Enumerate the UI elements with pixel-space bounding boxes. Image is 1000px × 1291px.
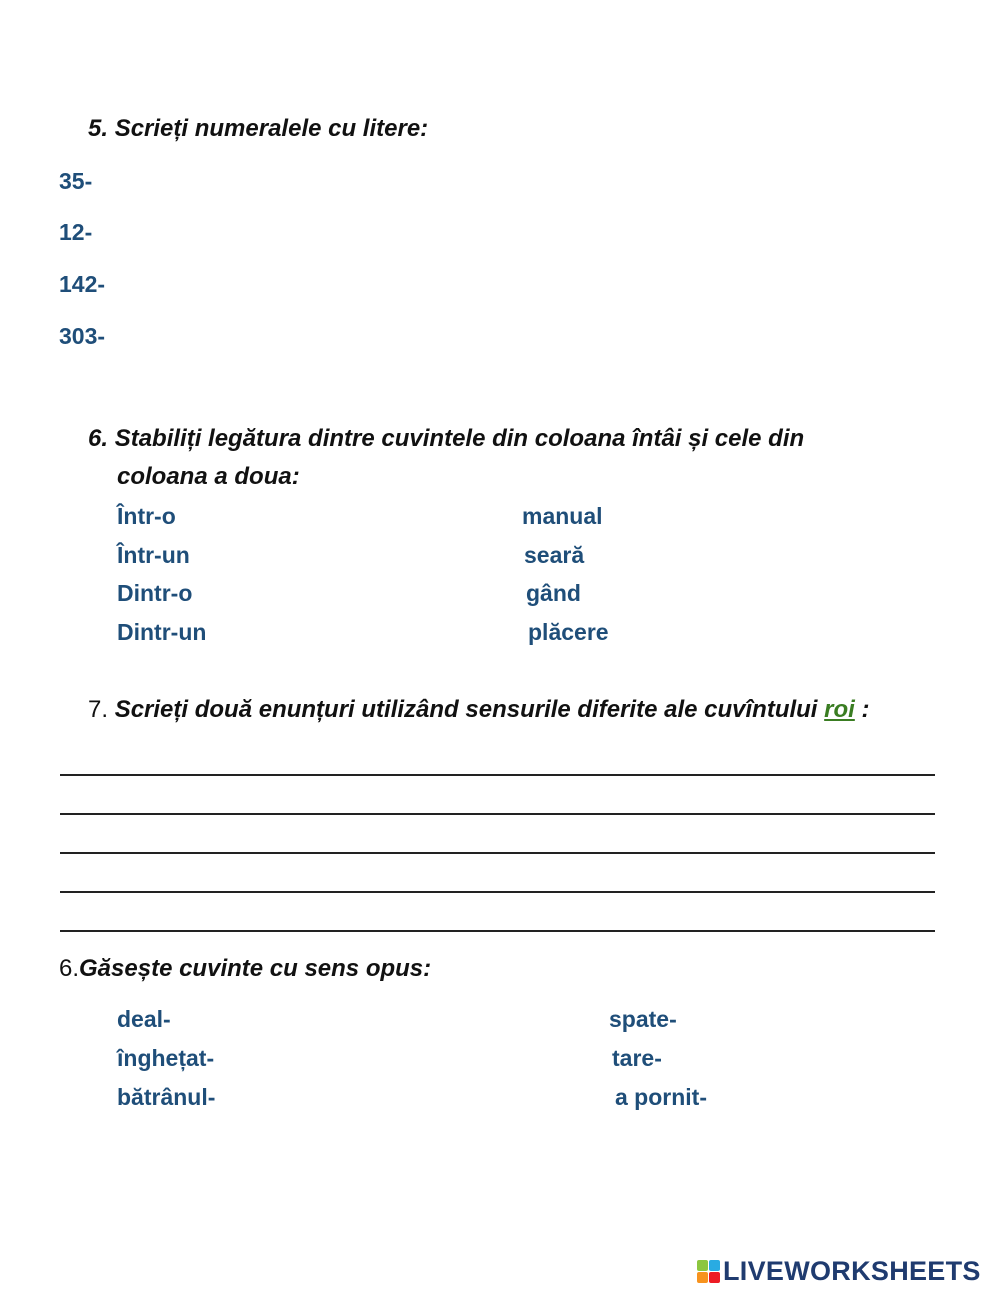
- answer-line[interactable]: [60, 774, 935, 776]
- q6-right-word: gând: [526, 580, 581, 606]
- logo-text: LIVEWORKSHEETS: [723, 1255, 981, 1286]
- q5-title-text: Scrieți numeralele cu litere:: [114, 115, 429, 142]
- q5-item: 142-: [59, 271, 106, 297]
- q6-right-word: seară: [524, 542, 585, 568]
- q8-right-word: a pornit-: [615, 1084, 707, 1110]
- q8-left-word: bătrânul-: [117, 1084, 216, 1110]
- q6-left-word: Dintr-o: [117, 580, 193, 606]
- q8-title: [59, 955, 431, 983]
- q7-number: 7.: [88, 696, 109, 723]
- q5-item: 35-: [59, 168, 93, 194]
- q6-number: 6.: [88, 425, 109, 452]
- q6-left-word: Dintr-un: [117, 619, 207, 645]
- liveworksheets-logo[interactable]: [697, 1255, 981, 1286]
- q6-left-word: Într-un: [117, 542, 190, 568]
- q5-item: 303-: [59, 323, 106, 349]
- q6-left-word: Într-o: [117, 503, 176, 529]
- logo-mark-icon: [697, 1260, 720, 1283]
- answer-line[interactable]: [60, 930, 935, 932]
- q6-right-word: plăcere: [528, 619, 609, 645]
- q8-left-word: înghețat-: [117, 1045, 215, 1071]
- q8-right-word: spate-: [609, 1006, 677, 1032]
- q8-title-text: Găsește cuvinte cu sens opus:: [79, 955, 432, 982]
- answer-line[interactable]: [60, 852, 935, 854]
- q8-number: 6.: [59, 955, 80, 982]
- q6-title: [88, 425, 804, 453]
- q5-title: [88, 115, 428, 143]
- q7-colon: :: [861, 696, 870, 723]
- q5-item: 12-: [59, 219, 93, 245]
- q6-title-line1: Stabiliți legătura dintre cuvintele din coloana întâi și cele din: [114, 425, 805, 452]
- q8-left-word: deal-: [117, 1006, 171, 1032]
- q7-keyword: roi: [824, 696, 855, 723]
- q6-title-line2: coloana a doua:: [117, 463, 300, 490]
- q7-title: [88, 696, 870, 724]
- q6-right-word: manual: [522, 503, 603, 529]
- q7-title-text: Scrieți două enunțuri utilizând sensurile diferite ale cuvîntului: [114, 696, 818, 723]
- q8-right-word: tare-: [612, 1045, 662, 1071]
- q5-number: 5.: [88, 115, 109, 142]
- answer-line[interactable]: [60, 891, 935, 893]
- answer-line[interactable]: [60, 813, 935, 815]
